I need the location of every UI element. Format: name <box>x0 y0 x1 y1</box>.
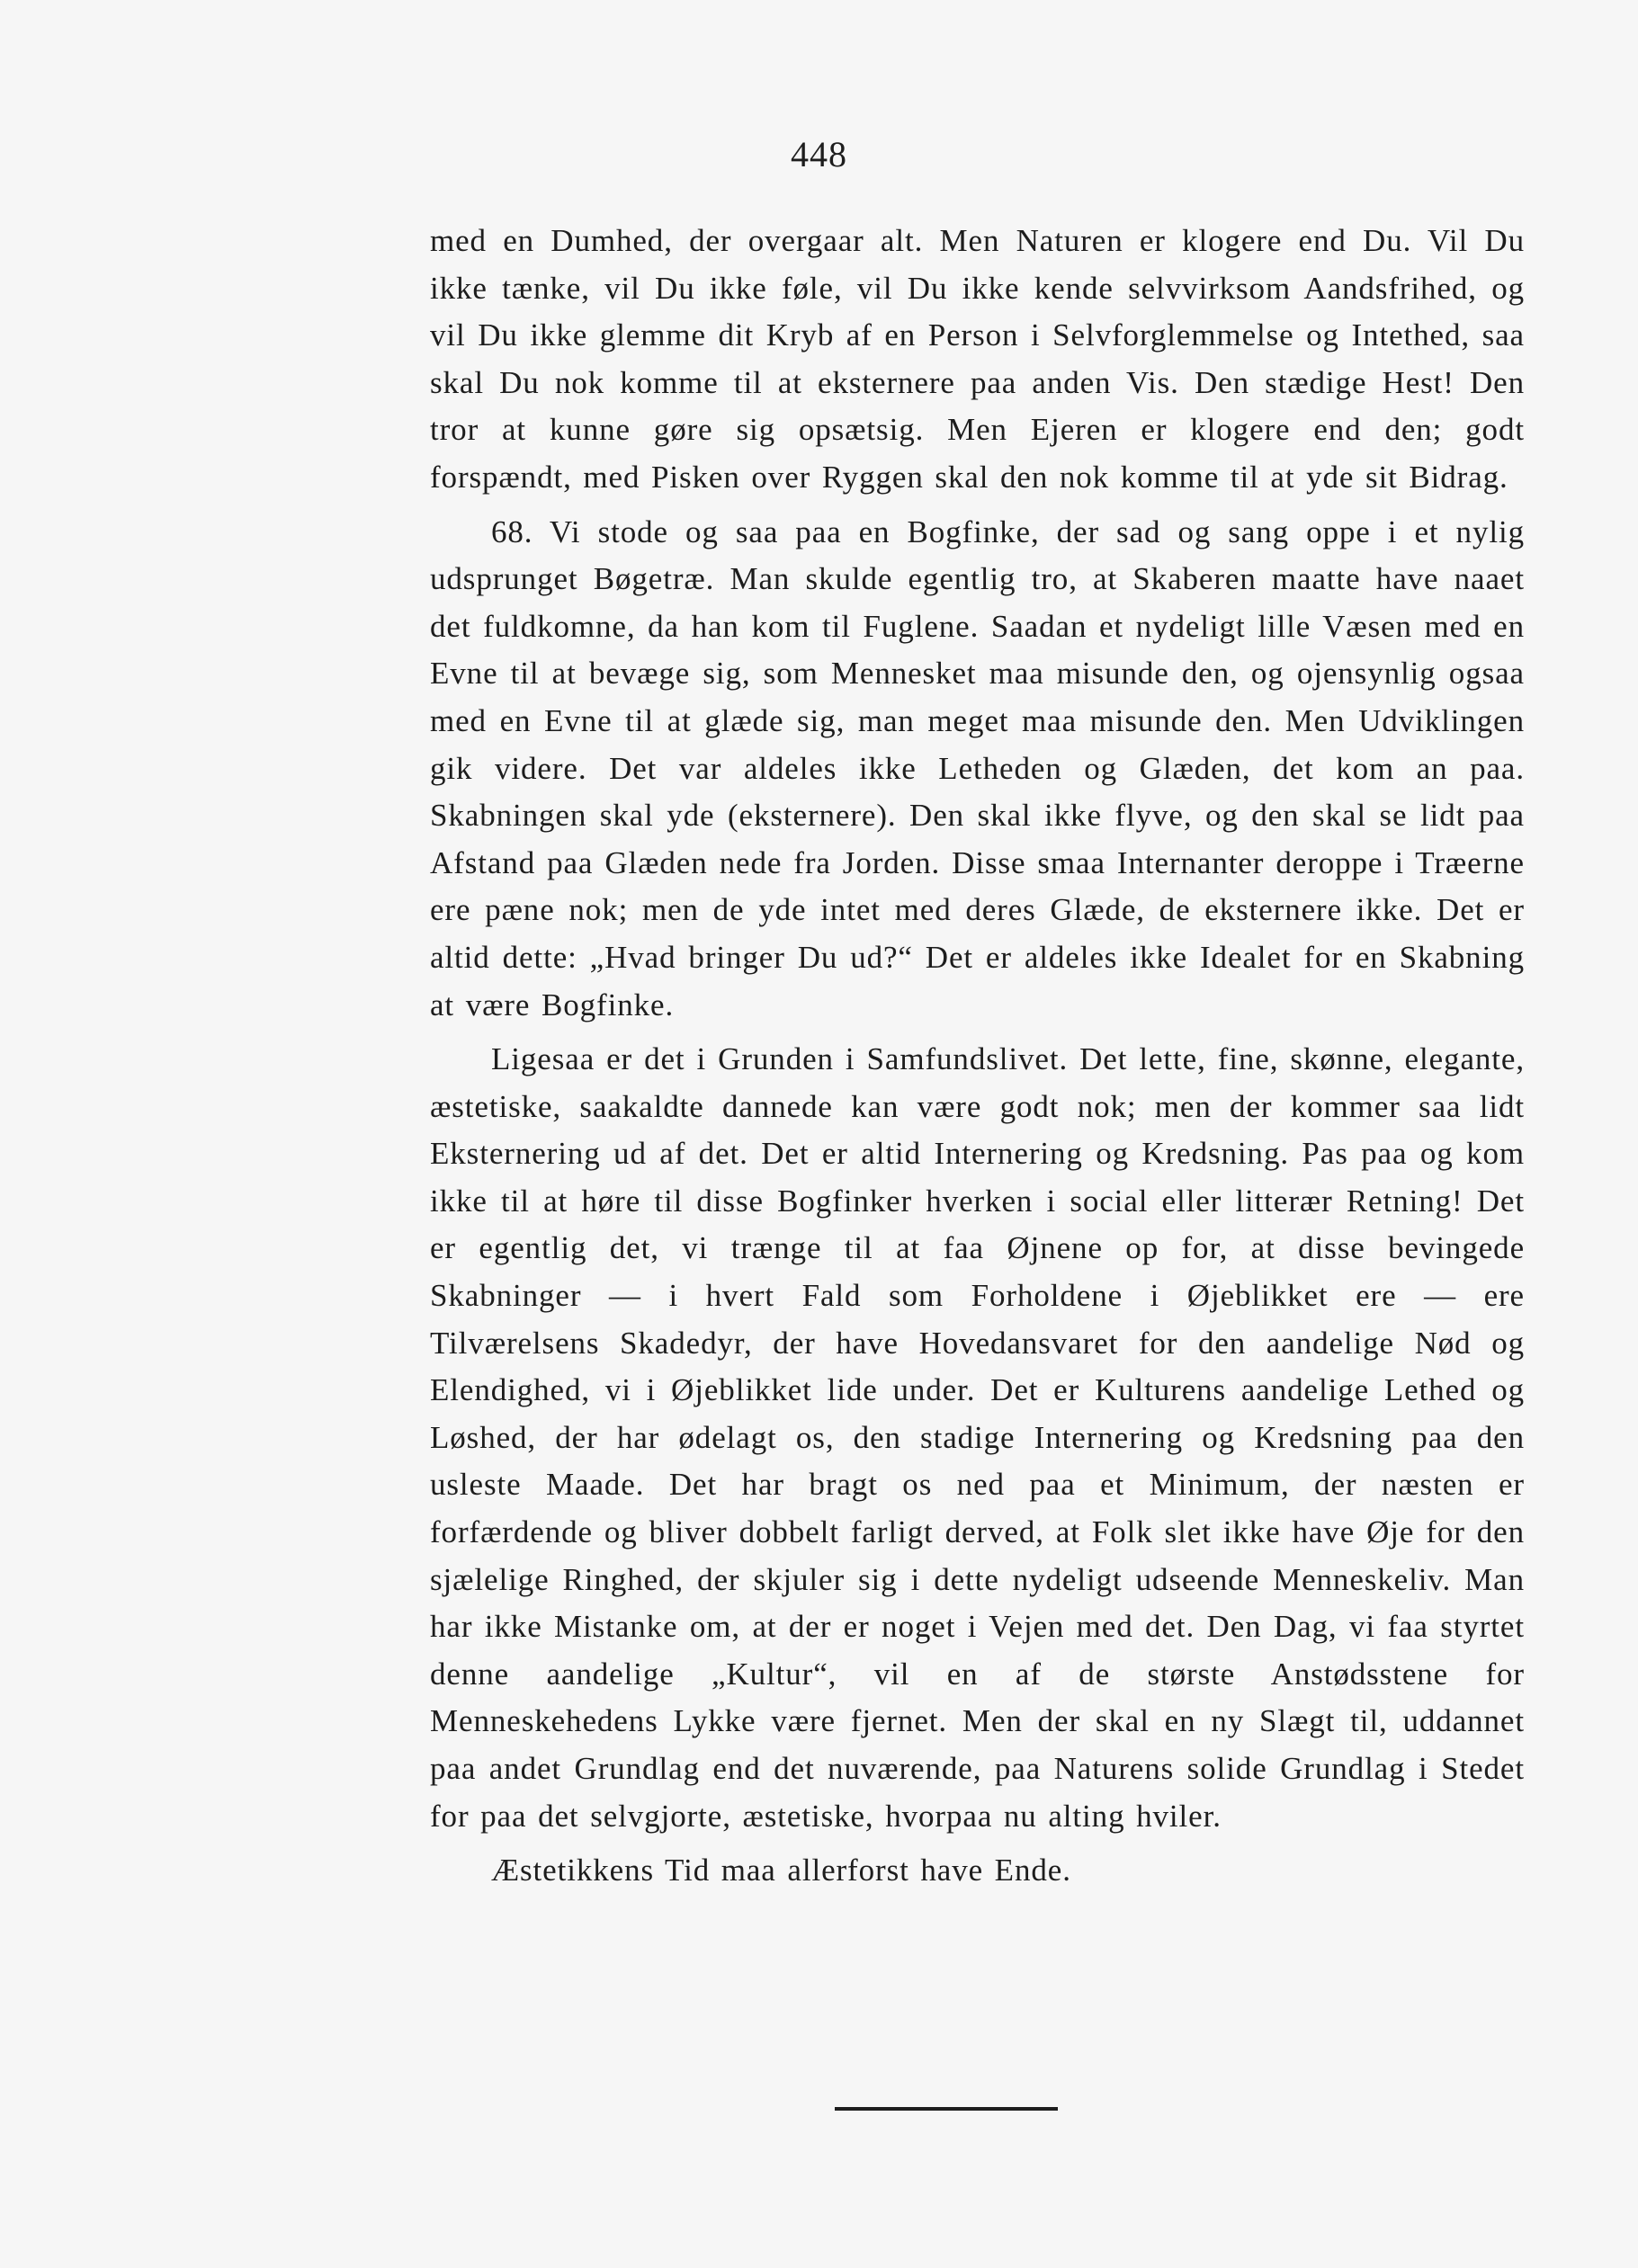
paragraph-4: Æstetikkens Tid maa allerforst have Ende. <box>491 1853 1071 1889</box>
body-text <box>430 218 1525 1895</box>
page-number: 448 <box>791 134 847 174</box>
end-rule-divider <box>835 2107 1058 2111</box>
paragraph-2: 68. Vi stode og saa paa en Bogfinke, der sad og sang oppe i et nylig udsprunget Bøgetræ. Man skulde egentlig tro, at Skaberen maatte have naaet det fuldkomne, da han kom til Fuglene. Saadan et nydeligt lille Væsen med en Evne til at bevæge sig, som Mennesket maa misunde den, og ojensynlig ogsaa med en Evne til at glæde sig, man meget maa misunde den. Men Udviklingen gik videre. Det var aldeles ikke Letheden og Glæden, det kom an paa. Skabningen skal yde (eksternere). Den skal ikke flyve, og den skal se lidt paa Afstand paa Glæden nede fra Jorden. Disse smaa Internanter deroppe i Træerne ere pæne nok; men de yde intet med deres Glæde, de eksternere ikke. Det er altid dette: „Hvad bringer Du ud?“ Det er aldeles ikke Idealet for en Skabning at være Bogfinke. <box>430 513 1525 1022</box>
paragraph-3: Ligesaa er det i Grunden i Samfundslivet. Det lette, fine, skønne, elegante, æstetiske, saakaldte dannede kan være godt nok; men der kommer saa lidt Eksternering ud af det. Det er altid Internering og Kredsning. Pas paa og kom ikke til at høre til disse Bogfinker hverken i social eller litterær Retning! Det er egentlig det, vi trænge til at faa Øjnene op for, at disse bevingede Skabninger — i hvert Fald som Forholdene i Øjeblikket ere — ere Tilværelsens Skadedyr, der have Hovedansvaret for den aandelige Nød og Elendighed, vi i Øjeblikket lide under. Det er Kulturens aandelige Lethed og Løshed, der har ødelagt os, den stadige Internering og Kredsning paa den usleste Maade. Det har bragt os ned paa et Minimum, der næsten er forfærdende og bliver dobbelt farligt derved, at Folk slet ikke have Øje for den sjælelige Ringhed, der skjuler sig i dette nydeligt udseende Menneskeliv. Man har ikke Mistanke om, at der er noget i Vejen med det. Den Dag, vi faa styrtet denne aandelige „Kultur“, vil en af de største Anstødsstene for Menneskehedens Lykke være fjernet. Men der skal en ny Slægt til, uddannet paa andet Grundlag end det nuværende, paa Naturens solide Grundlag i Stedet for paa det selvgjorte, æstetiske, hvorpaa nu alting hviler. <box>430 1041 1525 1834</box>
paragraph-1: med en Dumhed, der overgaar alt. Men Naturen er klogere end Du. Vil Du ikke tænke, vil Du ikke føle, vil Du ikke kende selvvirksom Aandsfrihed, og vil Du ikke glemme dit Kryb af en Person i Selvforglemmelse og Intethed, saa skal Du nok komme til at eksternere paa anden Vis. Den stædige Hest! Den tror at kunne gøre sig opsætsig. Men Ejeren er klogere end den; godt forspændt, med Pisken over Ryggen skal den nok komme til at yde sit Bidrag. <box>430 223 1525 495</box>
